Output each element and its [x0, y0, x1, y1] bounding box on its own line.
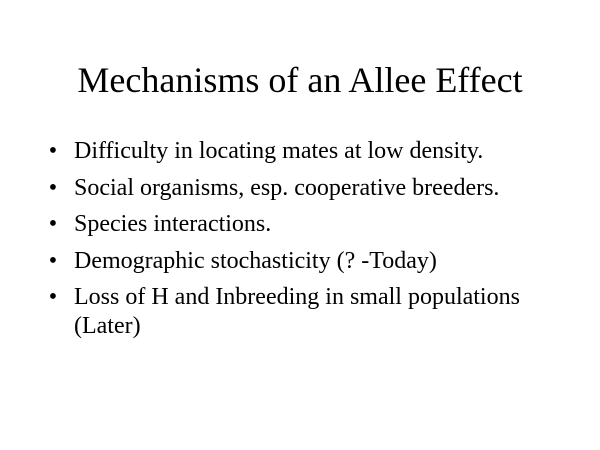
bullet-text: Social organisms, esp. cooperative breeders.: [74, 174, 500, 201]
bullet-icon: •: [48, 138, 58, 164]
bullet-icon: •: [48, 247, 58, 274]
slide-title: Mechanisms of an Allee Effect: [77, 60, 523, 100]
bullet-item: [44, 174, 564, 203]
bullet-text: Difficulty in locating mates at low density.: [74, 138, 484, 164]
bullet-list: [44, 137, 564, 349]
bullet-icon: •: [48, 284, 58, 310]
bullet-text: Loss of H and Inbreeding in small populations (Later): [74, 284, 520, 339]
bullet-item: [44, 137, 564, 166]
bullet-text: Demographic stochasticity (? -Today): [74, 247, 437, 274]
bullet-item: [44, 210, 564, 239]
bullet-item: [44, 247, 564, 276]
bullet-icon: •: [48, 211, 58, 237]
bullet-item: [44, 283, 564, 341]
bullet-icon: •: [48, 174, 58, 201]
bullet-text: Species interactions.: [74, 211, 272, 237]
